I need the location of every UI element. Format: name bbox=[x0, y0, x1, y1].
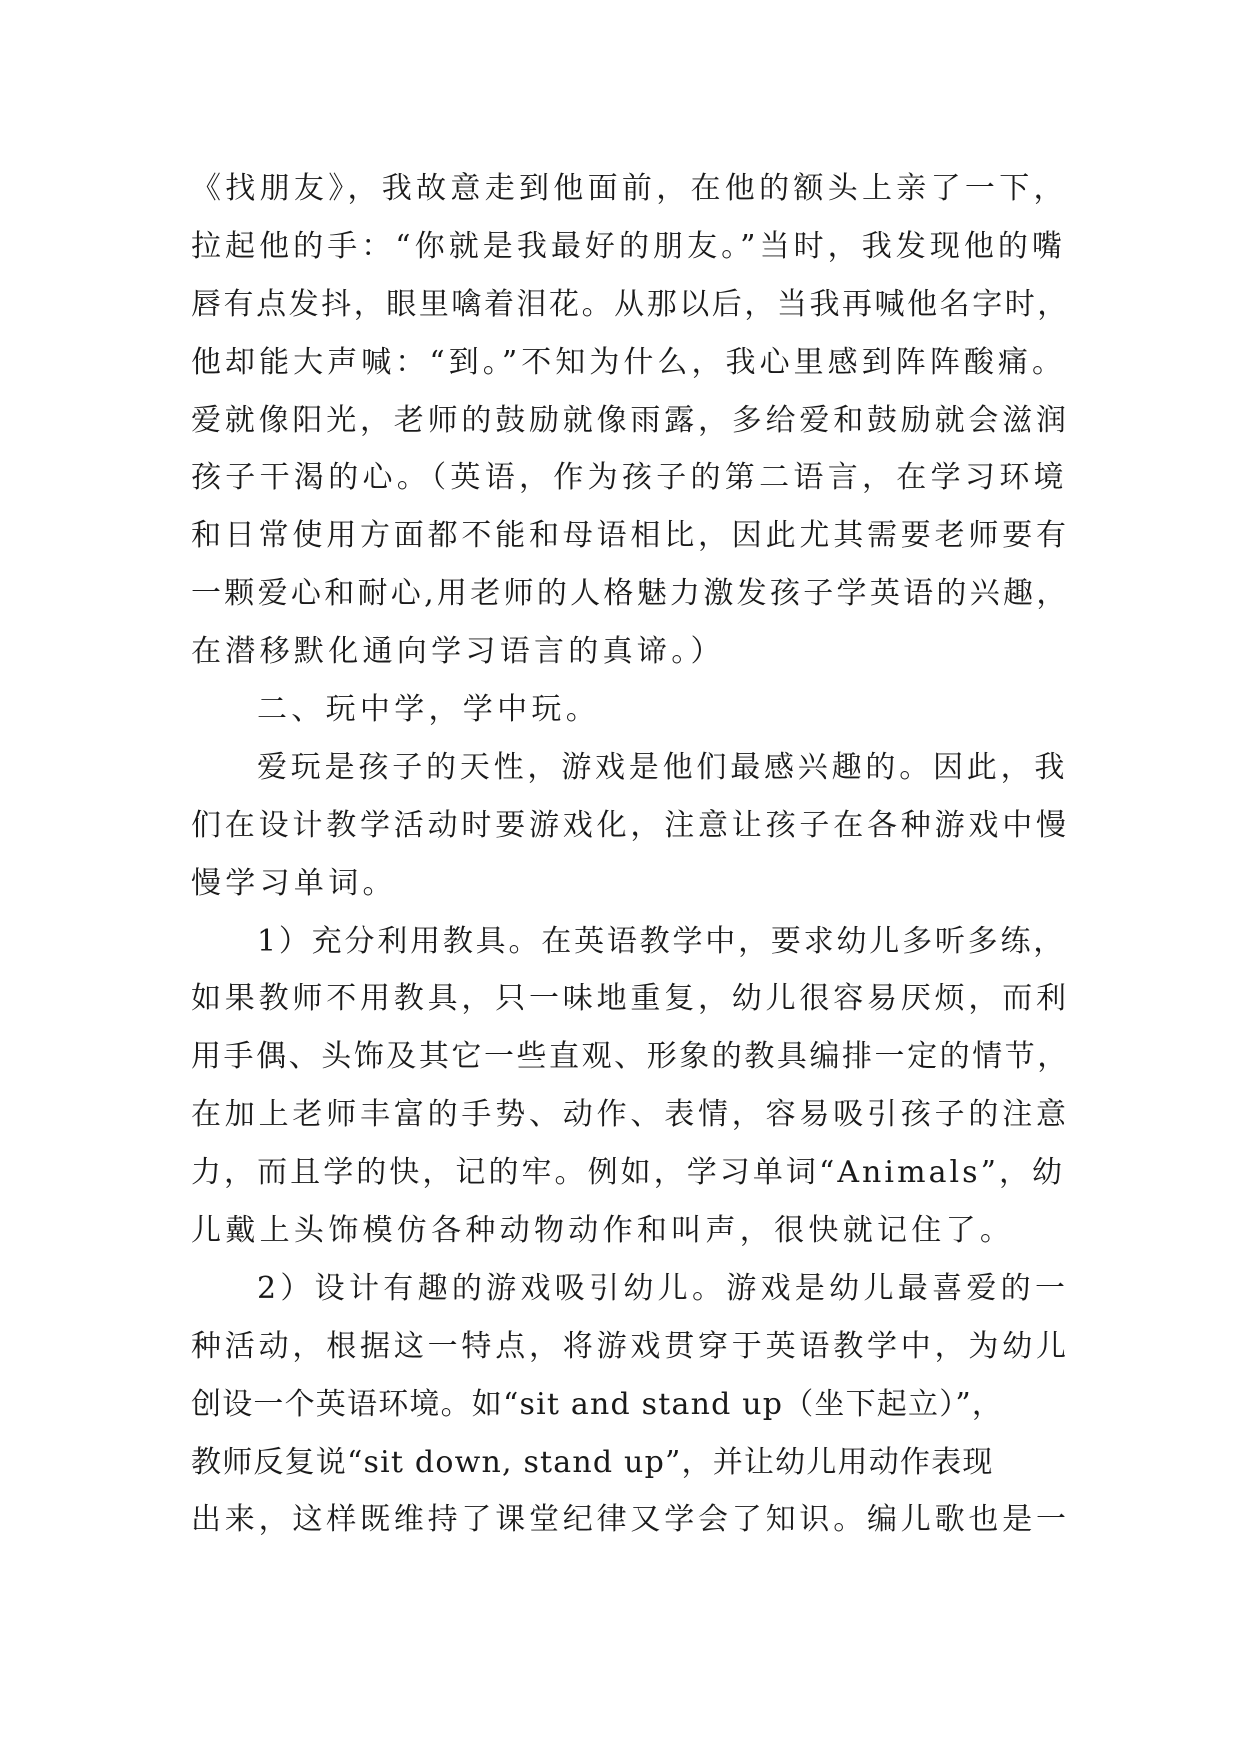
text-line: 在潜移默化通向学习语言的真谛。） bbox=[191, 634, 725, 670]
text-line: 唇有点发抖，眼里噙着泪花。从那以后，当我再喊他名字时， bbox=[191, 286, 1070, 322]
paragraph-first-line: 1）充分利用教具。在英语教学中，要求幼儿多听多练， bbox=[257, 923, 1067, 959]
paragraph-first-line: 2）设计有趣的游戏吸引幼儿。游戏是幼儿最喜爱的一 bbox=[257, 1270, 1070, 1306]
text-line: 拉起他的手：“你就是我最好的朋友。”当时，我发现他的嘴 bbox=[191, 228, 1067, 264]
text-line: 教师反复说“sit down, stand up”，并让幼儿用动作表现 bbox=[191, 1444, 994, 1480]
text-line: 如果教师不用教具，只一味地重复，幼儿很容易厌烦，而利 bbox=[191, 981, 1070, 1017]
text-line: 创设一个英语环境。如“sit and stand up（坐下起立）”， bbox=[191, 1386, 1004, 1422]
text-line: 爱就像阳光，老师的鼓励就像雨露，多给爱和鼓励就会滋润 bbox=[191, 402, 1070, 438]
text-line: 他却能大声喊：“到。”不知为什么，我心里感到阵阵酸痛。 bbox=[191, 344, 1067, 380]
section-heading: 二、玩中学，学中玩。 bbox=[257, 692, 600, 728]
text-line: 用手偶、头饰及其它一些直观、形象的教具编排一定的情节， bbox=[191, 1039, 1070, 1075]
text-line: 出来，这样既维持了课堂纪律又学会了知识。编儿歌也是一 bbox=[191, 1502, 1070, 1538]
paragraph-first-line: 爱玩是孩子的天性，游戏是他们最感兴趣的。因此，我 bbox=[257, 749, 1069, 785]
text-line: 孩子干渴的心。（英语，作为孩子的第二语言，在学习环境 bbox=[191, 460, 1068, 496]
text-line: 慢学习单词。 bbox=[191, 865, 397, 901]
text-line: 在加上老师丰富的手势、动作、表情，容易吸引孩子的注意 bbox=[191, 1097, 1070, 1133]
text-line: 和日常使用方面都不能和母语相比，因此尤其需要老师要有 bbox=[191, 518, 1070, 554]
text-line: 种活动，根据这一特点，将游戏贯穿于英语教学中，为幼儿 bbox=[191, 1328, 1070, 1364]
text-line: 一颗爱心和耐心,用老师的人格魅力激发孩子学英语的兴趣， bbox=[191, 576, 1070, 612]
body-text bbox=[191, 160, 1071, 1549]
text-line: 力，而且学的快，记的牢。例如，学习单词“Animals”，幼 bbox=[191, 1155, 1066, 1191]
text-line: 《找朋友》，我故意走到他面前，在他的额头上亲了一下， bbox=[191, 171, 1068, 206]
text-line: 们在设计教学活动时要游戏化，注意让孩子在各种游戏中慢 bbox=[191, 807, 1070, 843]
text-line: 儿戴上头饰模仿各种动物动作和叫声，很快就记住了。 bbox=[191, 1213, 1015, 1249]
